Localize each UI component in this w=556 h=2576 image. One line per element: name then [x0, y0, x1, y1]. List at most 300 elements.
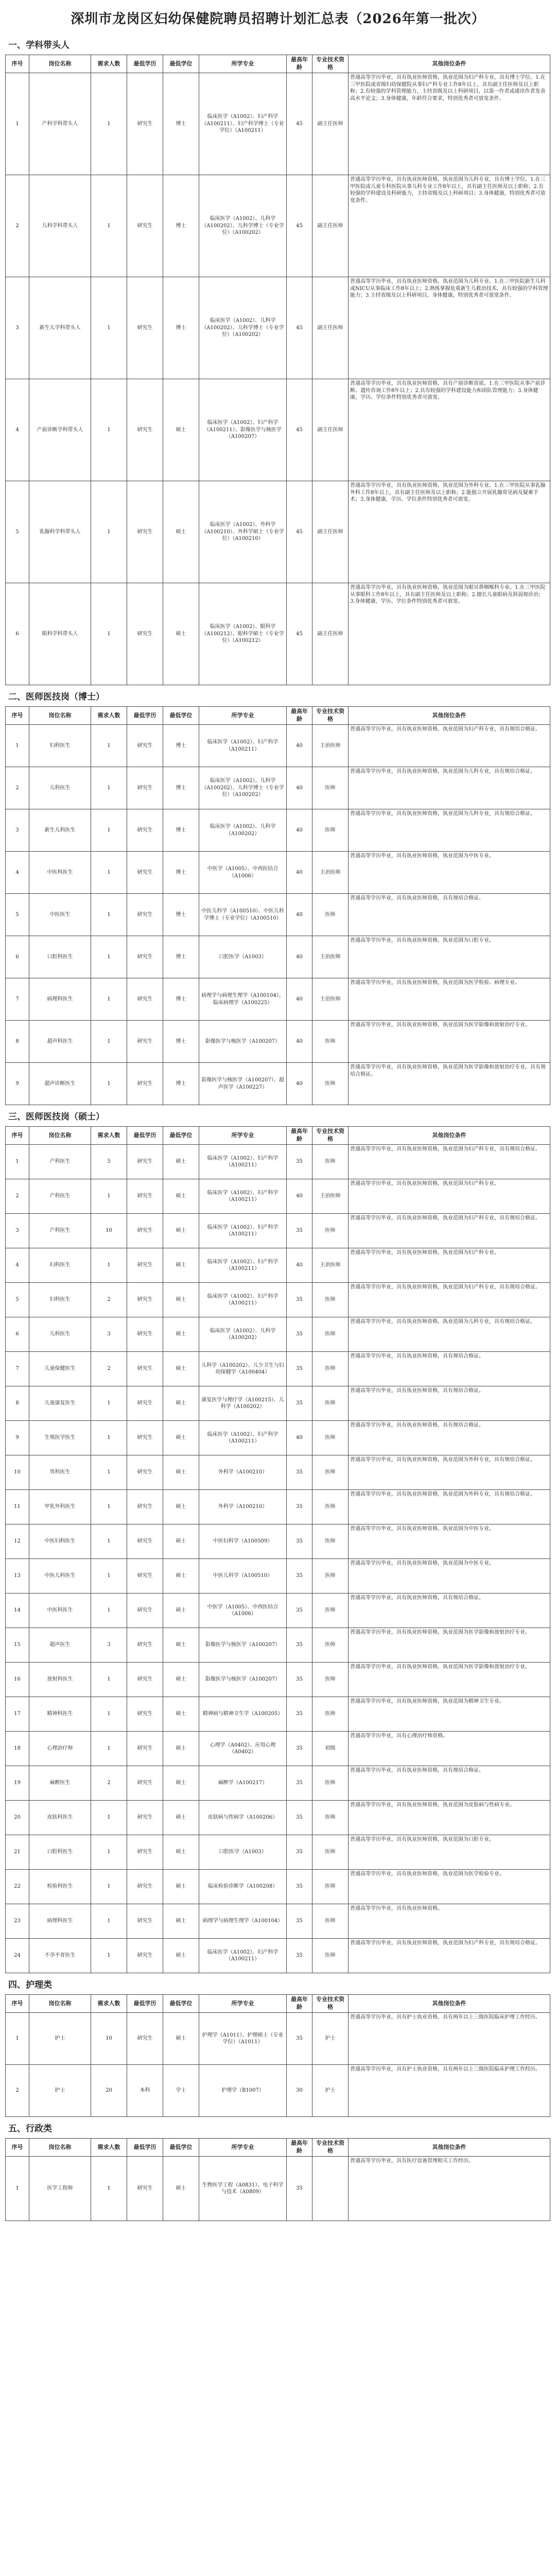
table-row	[6, 936, 550, 978]
cell-col-age: 40	[287, 894, 312, 936]
cell-col-title: 副主任医师	[312, 277, 349, 379]
header-col-title: 专业技术资格	[312, 707, 349, 725]
cell-col-degree: 博士	[163, 852, 199, 894]
cell-col-conditions: 普通高等学历毕业，具有执业医师资格，执业范围为医学影像和放射治疗专业。	[349, 1021, 550, 1063]
cell-col-edu: 研究生	[127, 1063, 163, 1105]
table-row	[6, 2157, 550, 2221]
cell-col-conditions: 普通高等学历毕业，具有执业医师资格，具有规培合格证。	[349, 1421, 550, 1455]
cell-col-major: 临床医学（A1002）、妇产科学（A100211）	[199, 725, 287, 767]
cell-col-age: 40	[287, 809, 312, 852]
cell-col-age: 35	[287, 1732, 312, 1766]
cell-col-conditions: 普通高等学历毕业，具有执业医师资格，执业范围为妇产科专业。	[349, 1248, 550, 1283]
cell-col-edu: 研究生	[127, 2013, 163, 2065]
cell-col-post: 口腔科医生	[29, 936, 91, 978]
cell-col-age: 35	[287, 1214, 312, 1248]
cell-col-post: 儿童康复医生	[29, 1386, 91, 1421]
cell-col-conditions: 普通高等学历毕业，具有执业医师资格，执业范围为医学检验专业。	[349, 1870, 550, 1904]
cell-col-count: 1	[91, 809, 127, 852]
cell-col-post: 医学工程师	[29, 2157, 91, 2221]
cell-col-conditions: 普通高等学历毕业，具有执业医师资格，执业范围为儿科专业。1.在三甲医院新生儿科或NICU从事临床工作8年以上；2.熟练掌握危重新生儿救治技术，具有较强的学科管理能力；3.主持省级及以上科研项目，身体健康，特别优秀者可放宽条件。	[349, 277, 550, 379]
table-row	[6, 1904, 550, 1939]
cell-col-count: 1	[91, 73, 127, 175]
cell-col-post: 中医科医生	[29, 1594, 91, 1628]
cell-col-major: 外科学（A100210）	[199, 1455, 287, 1490]
cell-col-post: 产科医生	[29, 1179, 91, 1214]
cell-col-degree: 博士	[163, 277, 199, 379]
table-header-row	[6, 1127, 550, 1145]
cell-col-major: 临床医学（A1002）、妇产科学（A100211）、妇产科学博士（专业学位）（A100211）	[199, 73, 287, 175]
header-col-edu: 最低学历	[127, 1127, 163, 1145]
cell-col-count: 10	[91, 2013, 127, 2065]
cell-col-count: 20	[91, 2065, 127, 2117]
cell-col-major: 临床医学（A1002）、儿科学（A100202）、儿科学博士（专业学位）（A100202）	[199, 175, 287, 277]
cell-col-conditions: 普通高等学历毕业，具有执业医师资格，执业范围为医学检验、病理专业。	[349, 978, 550, 1021]
cell-col-age: 35	[287, 1559, 312, 1594]
header-col-conditions: 其他岗位条件	[349, 1127, 550, 1145]
cell-col-major: 临床医学（A1002）、妇产科学（A100211）、影像医学与核医学（A100207）	[199, 379, 287, 481]
cell-col-edu: 研究生	[127, 1766, 163, 1801]
cell-col-count: 1	[91, 1179, 127, 1214]
cell-col-seq: 17	[6, 1697, 29, 1732]
cell-col-degree: 硕士	[163, 2013, 199, 2065]
cell-col-degree: 博士	[163, 1021, 199, 1063]
cell-col-seq: 3	[6, 809, 29, 852]
cell-col-degree: 学士	[163, 2065, 199, 2117]
table-row	[6, 277, 550, 379]
header-col-conditions: 其他岗位条件	[349, 1995, 550, 2013]
cell-col-seq: 8	[6, 1021, 29, 1063]
cell-col-degree: 硕士	[163, 1524, 199, 1559]
cell-col-count: 1	[91, 175, 127, 277]
cell-col-major: 口腔医学（A1003）	[199, 1835, 287, 1870]
recruitment-table	[5, 1994, 550, 2117]
cell-col-post: 皮肤科医生	[29, 1801, 91, 1835]
cell-col-major: 临床医学（A1002）、儿科学（A100202）、儿科学博士（专业学位）（A100202）	[199, 767, 287, 809]
cell-col-conditions: 普通高等学历毕业，具有执业医师资格，执业范围为儿科专业，具有规培合格证。	[349, 809, 550, 852]
cell-col-title: 主治医师	[312, 725, 349, 767]
cell-col-conditions: 普通高等学历毕业，具有执业医师资格，具有规培合格证。	[349, 894, 550, 936]
cell-col-title: 副主任医师	[312, 73, 349, 175]
cell-col-seq: 19	[6, 1766, 29, 1801]
cell-col-title	[312, 2157, 349, 2221]
cell-col-seq: 6	[6, 1317, 29, 1352]
cell-col-conditions: 普通高等学历毕业，具有执业医师资格，执业范围为妇产科专业，具有博士学位。1.在三甲医院或省级妇幼保健院从事妇产科专业工作8年以上，具有副主任医师及以上职称；2.有较强的学科管理能力，主持省级及以上科研项目，以第一作者或通讯作者发表高水平论文；3.身体健康，年龄符合要求，特别优秀者可放宽条件。	[349, 73, 550, 175]
cell-col-post: 眼科学科带头人	[29, 583, 91, 685]
table-row	[6, 1732, 550, 1766]
cell-col-count: 1	[91, 1063, 127, 1105]
header-col-major: 所学专业	[199, 1127, 287, 1145]
cell-col-age: 40	[287, 852, 312, 894]
cell-col-major: 临床检验诊断学（A100208）	[199, 1870, 287, 1904]
header-col-seq: 序号	[6, 707, 29, 725]
cell-col-conditions: 普通高等学历毕业，具有执业医师资格，执业范围为眼耳鼻咽喉科专业。1.在三甲医院从事眼科工作8年以上，具有副主任医师及以上职称；2.擅长儿童眼病及斜弱视诊治；3.身体健康，学历、学位条件特别优秀者可放宽。	[349, 583, 550, 685]
cell-col-count: 3	[91, 1317, 127, 1352]
cell-col-age: 40	[287, 1421, 312, 1455]
cell-col-age: 35	[287, 2013, 312, 2065]
cell-col-edu: 研究生	[127, 1697, 163, 1732]
cell-col-edu: 研究生	[127, 1835, 163, 1870]
cell-col-age: 35	[287, 2157, 312, 2221]
cell-col-seq: 18	[6, 1732, 29, 1766]
cell-col-major: 麻醉学（A100217）	[199, 1766, 287, 1801]
cell-col-post: 乳腺科学科带头人	[29, 481, 91, 583]
cell-col-count: 1	[91, 1904, 127, 1939]
cell-col-title: 主治医师	[312, 1248, 349, 1283]
section-title: 四、护理类	[8, 1980, 52, 1990]
cell-col-title: 医师	[312, 1455, 349, 1490]
table-row	[6, 1179, 550, 1214]
cell-col-post: 儿童保健医生	[29, 1352, 91, 1386]
cell-col-edu: 研究生	[127, 725, 163, 767]
cell-col-major: 中医学（A1005）、中西医结合（A1006）	[199, 852, 287, 894]
cell-col-degree: 硕士	[163, 1594, 199, 1628]
cell-col-major: 临床医学（A1002）、妇产科学（A100211）	[199, 1939, 287, 1973]
header-col-age: 最高年龄	[287, 1127, 312, 1145]
cell-col-major: 临床医学（A1002）、儿科学（A100202）、儿科学博士（专业学位）（A100202）	[199, 277, 287, 379]
section-title: 一、学科带头人	[8, 40, 70, 50]
cell-col-title: 主治医师	[312, 978, 349, 1021]
table-header-row	[6, 1995, 550, 2013]
table-row	[6, 379, 550, 481]
cell-col-edu: 研究生	[127, 1939, 163, 1973]
cell-col-edu: 研究生	[127, 1214, 163, 1248]
cell-col-edu: 研究生	[127, 2157, 163, 2221]
cell-col-degree: 硕士	[163, 1490, 199, 1524]
table-row	[6, 1352, 550, 1386]
table-row	[6, 1317, 550, 1352]
cell-col-post: 中医妇科医生	[29, 1524, 91, 1559]
cell-col-title: 主治医师	[312, 852, 349, 894]
cell-col-count: 1	[91, 1939, 127, 1973]
cell-col-conditions: 普通高等学历毕业，具有执业医师资格，执业范围为儿科专业，具有规培合格证。	[349, 1317, 550, 1352]
cell-col-degree: 博士	[163, 1063, 199, 1105]
cell-col-edu: 研究生	[127, 1021, 163, 1063]
cell-col-title: 主治医师	[312, 1179, 349, 1214]
cell-col-count: 1	[91, 2157, 127, 2221]
table-row	[6, 73, 550, 175]
cell-col-post: 护士	[29, 2013, 91, 2065]
cell-col-count: 10	[91, 1214, 127, 1248]
cell-col-conditions: 普通高等学历毕业，具有执业医师资格，执业范围为中医专业。	[349, 852, 550, 894]
header-col-count: 需求人数	[91, 1127, 127, 1145]
cell-col-age: 35	[287, 1145, 312, 1179]
header-col-post: 岗位名称	[29, 1995, 91, 2013]
header-col-edu: 最低学历	[127, 707, 163, 725]
cell-col-post: 妇科医生	[29, 1248, 91, 1283]
cell-col-seq: 4	[6, 852, 29, 894]
cell-col-seq: 8	[6, 1386, 29, 1421]
cell-col-degree: 博士	[163, 725, 199, 767]
cell-col-major: 临床医学（A1002）、妇产科学（A100211）	[199, 1248, 287, 1283]
cell-col-count: 1	[91, 1490, 127, 1524]
cell-col-seq: 4	[6, 1248, 29, 1283]
cell-col-major: 临床医学（A1002）、妇产科学（A100211）	[199, 1421, 287, 1455]
cell-col-degree: 硕士	[163, 1766, 199, 1801]
cell-col-title: 护士	[312, 2065, 349, 2117]
cell-col-title: 医师	[312, 767, 349, 809]
cell-col-title: 医师	[312, 1697, 349, 1732]
cell-col-major: 影像医学与核医学（A100207）	[199, 1628, 287, 1663]
cell-col-post: 病理科医生	[29, 1904, 91, 1939]
cell-col-title: 医师	[312, 1939, 349, 1973]
cell-col-title: 医师	[312, 1021, 349, 1063]
cell-col-edu: 研究生	[127, 1870, 163, 1904]
cell-col-post: 产科医生	[29, 1214, 91, 1248]
cell-col-edu: 研究生	[127, 1801, 163, 1835]
cell-col-age: 35	[287, 1904, 312, 1939]
table-row	[6, 1801, 550, 1835]
cell-col-degree: 硕士	[163, 1352, 199, 1386]
cell-col-age: 40	[287, 978, 312, 1021]
cell-col-title: 医师	[312, 894, 349, 936]
cell-col-seq: 1	[6, 73, 29, 175]
table-row	[6, 1490, 550, 1524]
header-col-count: 需求人数	[91, 55, 127, 73]
cell-col-seq: 5	[6, 1283, 29, 1317]
cell-col-edu: 研究生	[127, 1179, 163, 1214]
cell-col-degree: 硕士	[163, 1801, 199, 1835]
cell-col-post: 不孕不育医生	[29, 1939, 91, 1973]
cell-col-seq: 20	[6, 1801, 29, 1835]
cell-col-edu: 研究生	[127, 894, 163, 936]
document-title: 深圳市龙岗区妇幼保健院聘员招聘计划汇总表（2026年第一批次）	[71, 11, 485, 27]
cell-col-seq: 2	[6, 767, 29, 809]
cell-col-age: 45	[287, 277, 312, 379]
cell-col-title: 护士	[312, 2013, 349, 2065]
cell-col-post: 生殖医学医生	[29, 1421, 91, 1455]
cell-col-major: 康复医学与理疗学（A100215）、儿科学（A100202）	[199, 1386, 287, 1421]
cell-col-seq: 3	[6, 1214, 29, 1248]
cell-col-age: 35	[287, 1386, 312, 1421]
header-col-edu: 最低学历	[127, 2139, 163, 2157]
header-col-seq: 序号	[6, 1995, 29, 2013]
cell-col-title: 副主任医师	[312, 481, 349, 583]
cell-col-major: 护理学（A1011）、护理硕士（专业学位）（A1011）	[199, 2013, 287, 2065]
cell-col-edu: 研究生	[127, 583, 163, 685]
cell-col-count: 1	[91, 1801, 127, 1835]
cell-col-title: 医师	[312, 1317, 349, 1352]
table-row	[6, 767, 550, 809]
cell-col-edu: 研究生	[127, 1283, 163, 1317]
cell-col-seq: 5	[6, 481, 29, 583]
cell-col-conditions: 普通高等学历毕业，具有执业医师资格，执业范围为中医专业。	[349, 1524, 550, 1559]
cell-col-edu: 研究生	[127, 1628, 163, 1663]
cell-col-title: 医师	[312, 1214, 349, 1248]
cell-col-post: 产前诊断学科带头人	[29, 379, 91, 481]
cell-col-degree: 硕士	[163, 1179, 199, 1214]
header-col-conditions: 其他岗位条件	[349, 2139, 550, 2157]
table-row	[6, 1248, 550, 1283]
cell-col-count: 1	[91, 1559, 127, 1594]
cell-col-post: 中医科医生	[29, 852, 91, 894]
table-row	[6, 1421, 550, 1455]
cell-col-title: 医师	[312, 1352, 349, 1386]
recruitment-table	[5, 2138, 550, 2221]
table-header-row	[6, 55, 550, 73]
cell-col-count: 1	[91, 1697, 127, 1732]
cell-col-seq: 6	[6, 936, 29, 978]
cell-col-post: 妇科医生	[29, 725, 91, 767]
cell-col-post: 麻醉医生	[29, 1766, 91, 1801]
cell-col-post: 妇科医生	[29, 1283, 91, 1317]
header-col-edu: 最低学历	[127, 1995, 163, 2013]
cell-col-degree: 硕士	[163, 1455, 199, 1490]
header-col-age: 最高年龄	[287, 2139, 312, 2157]
cell-col-count: 1	[91, 1386, 127, 1421]
cell-col-title: 医师	[312, 1870, 349, 1904]
cell-col-degree: 博士	[163, 175, 199, 277]
cell-col-age: 35	[287, 1283, 312, 1317]
table-header-row	[6, 2139, 550, 2157]
cell-col-major: 临床医学（A1002）、妇产科学（A100211）	[199, 1145, 287, 1179]
cell-col-degree: 硕士	[163, 1663, 199, 1697]
cell-col-seq: 2	[6, 2065, 29, 2117]
cell-col-count: 1	[91, 277, 127, 379]
cell-col-count: 1	[91, 894, 127, 936]
cell-col-post: 儿科学科带头人	[29, 175, 91, 277]
table-row	[6, 1939, 550, 1973]
cell-col-major: 中医学（A1005）、中西医结合（A1006）	[199, 1594, 287, 1628]
cell-col-major: 影像医学与核医学（A100207）	[199, 1663, 287, 1697]
table-row	[6, 978, 550, 1021]
cell-col-count: 2	[91, 1352, 127, 1386]
cell-col-major: 临床医学（A1002）、妇产科学（A100211）	[199, 1179, 287, 1214]
cell-col-title: 医师	[312, 1904, 349, 1939]
cell-col-age: 35	[287, 1455, 312, 1490]
cell-col-seq: 14	[6, 1594, 29, 1628]
cell-col-age: 40	[287, 1248, 312, 1283]
cell-col-seq: 5	[6, 894, 29, 936]
header-col-post: 岗位名称	[29, 2139, 91, 2157]
cell-col-conditions: 普通高等学历毕业，具有执业医师资格，执业范围为妇产科专业，具有规培合格证。	[349, 1145, 550, 1179]
cell-col-seq: 13	[6, 1559, 29, 1594]
cell-col-seq: 7	[6, 978, 29, 1021]
cell-col-title: 医师	[312, 1490, 349, 1524]
cell-col-edu: 研究生	[127, 1317, 163, 1352]
table-row	[6, 1214, 550, 1248]
cell-col-age: 35	[287, 1835, 312, 1870]
cell-col-post: 超声诊断医生	[29, 1063, 91, 1105]
cell-col-conditions: 普通高等学历毕业，具有执业医师资格，执业范围为口腔专业。	[349, 936, 550, 978]
header-col-title: 专业技术资格	[312, 1127, 349, 1145]
cell-col-edu: 研究生	[127, 379, 163, 481]
cell-col-edu: 研究生	[127, 175, 163, 277]
cell-col-count: 1	[91, 1021, 127, 1063]
cell-col-seq: 1	[6, 2013, 29, 2065]
cell-col-age: 35	[287, 1766, 312, 1801]
header-col-title: 专业技术资格	[312, 2139, 349, 2157]
cell-col-count: 1	[91, 1248, 127, 1283]
cell-col-degree: 硕士	[163, 1904, 199, 1939]
cell-col-count: 1	[91, 852, 127, 894]
cell-col-degree: 硕士	[163, 1559, 199, 1594]
cell-col-edu: 研究生	[127, 1421, 163, 1455]
cell-col-conditions: 普通高等学历毕业，具有心理治疗师资格。	[349, 1732, 550, 1766]
cell-col-post: 护士	[29, 2065, 91, 2117]
header-col-post: 岗位名称	[29, 707, 91, 725]
cell-col-conditions: 普通高等学历毕业，具有执业医师资格，具有规培合格证。	[349, 1352, 550, 1386]
cell-col-seq: 2	[6, 1179, 29, 1214]
cell-col-age: 45	[287, 583, 312, 685]
cell-col-conditions: 普通高等学历毕业，具有执业医师资格，执业范围为妇产科专业，具有规培合格证。	[349, 725, 550, 767]
table-row	[6, 725, 550, 767]
cell-col-edu: 研究生	[127, 767, 163, 809]
table-row	[6, 1835, 550, 1870]
cell-col-degree: 博士	[163, 978, 199, 1021]
recruitment-table	[5, 55, 550, 685]
cell-col-conditions: 普通高等学历毕业，具有执业医师资格，具有规培合格证。	[349, 1594, 550, 1628]
cell-col-count: 1	[91, 1732, 127, 1766]
cell-col-edu: 本科	[127, 2065, 163, 2117]
cell-col-count: 2	[91, 1283, 127, 1317]
cell-col-major: 病理学与病理生理学（A100104）、临床病理学（A100225）	[199, 978, 287, 1021]
cell-col-edu: 研究生	[127, 1248, 163, 1283]
cell-col-seq: 15	[6, 1628, 29, 1663]
cell-col-seq: 22	[6, 1870, 29, 1904]
cell-col-conditions: 普通高等学历毕业，具有执业医师资格，具有产前诊断资质。1.在三甲医院从事产前诊断、遗传咨询工作8年以上；2.具有较强的学科建设能力和团队管理能力；3.身体健康，学历、学位条件特别优秀者可放宽。	[349, 379, 550, 481]
cell-col-major: 临床医学（A1002）、妇产科学（A100211）	[199, 1283, 287, 1317]
section-title: 二、医师医技岗（博士）	[8, 692, 105, 702]
cell-col-age: 45	[287, 175, 312, 277]
cell-col-count: 1	[91, 978, 127, 1021]
cell-col-post: 男科医生	[29, 1455, 91, 1490]
cell-col-post: 中医儿科医生	[29, 1559, 91, 1594]
cell-col-degree: 硕士	[163, 583, 199, 685]
cell-col-conditions: 普通高等学历毕业，具有执业医师资格，执业范围为外科专业，具有规培合格证。	[349, 1490, 550, 1524]
header-col-degree: 最低学位	[163, 2139, 199, 2157]
cell-col-age: 45	[287, 481, 312, 583]
cell-col-major: 精神病与精神卫生学（A100205）	[199, 1697, 287, 1732]
cell-col-post: 甲乳外科医生	[29, 1490, 91, 1524]
cell-col-post: 儿科医生	[29, 1317, 91, 1352]
cell-col-title: 副主任医师	[312, 379, 349, 481]
cell-col-conditions: 普通高等学历毕业，具有执业医师资格，执业范围为儿科专业，具有规培合格证。	[349, 767, 550, 809]
cell-col-major: 影像医学与核医学（A100207）	[199, 1021, 287, 1063]
cell-col-edu: 研究生	[127, 978, 163, 1021]
cell-col-edu: 研究生	[127, 1559, 163, 1594]
cell-col-major: 护理学（B1007）	[199, 2065, 287, 2117]
cell-col-conditions: 普通高等学历毕业，具有执业医师资格，执业范围为儿科专业，具有博士学位。1.在三甲医院或儿童专科医院从事儿科专业工作8年以上，具有副主任医师及以上职称；2.有较强的学科建设及科研能力，主持省级及以上科研项目；3.身体健康，特别优秀者可放宽条件。	[349, 175, 550, 277]
cell-col-count: 1	[91, 1663, 127, 1697]
table-row	[6, 1021, 550, 1063]
cell-col-post: 检验科医生	[29, 1870, 91, 1904]
cell-col-degree: 博士	[163, 767, 199, 809]
cell-col-major: 临床医学（A1002）、儿科学（A100202）	[199, 1317, 287, 1352]
cell-col-major: 临床医学（A1002）、妇产科学（A100211）	[199, 1214, 287, 1248]
cell-col-degree: 硕士	[163, 1283, 199, 1317]
table-row	[6, 894, 550, 936]
table-row	[6, 1766, 550, 1801]
table-row	[6, 1559, 550, 1594]
cell-col-title: 医师	[312, 1835, 349, 1870]
cell-col-degree: 硕士	[163, 1870, 199, 1904]
cell-col-conditions: 普通高等学历毕业，具有执业医师资格，执业范围为外科专业。1.在三甲医院从事乳腺外科工作8年以上，具有副主任医师及以上职称；2.能独立开展乳腺常见病及疑难手术；3.身体健康，学历、学位条件特别优秀者可放宽。	[349, 481, 550, 583]
table-row	[6, 1283, 550, 1317]
cell-col-title: 医师	[312, 1524, 349, 1559]
cell-col-count: 1	[91, 1455, 127, 1490]
header-col-degree: 最低学位	[163, 707, 199, 725]
cell-col-degree: 博士	[163, 809, 199, 852]
cell-col-post: 儿科医生	[29, 767, 91, 809]
header-col-degree: 最低学位	[163, 55, 199, 73]
cell-col-title: 医师	[312, 1801, 349, 1835]
header-col-title: 专业技术资格	[312, 1995, 349, 2013]
cell-col-count: 1	[91, 936, 127, 978]
cell-col-title: 医师	[312, 1386, 349, 1421]
cell-col-age: 40	[287, 767, 312, 809]
table-header-row	[6, 707, 550, 725]
cell-col-seq: 1	[6, 2157, 29, 2221]
